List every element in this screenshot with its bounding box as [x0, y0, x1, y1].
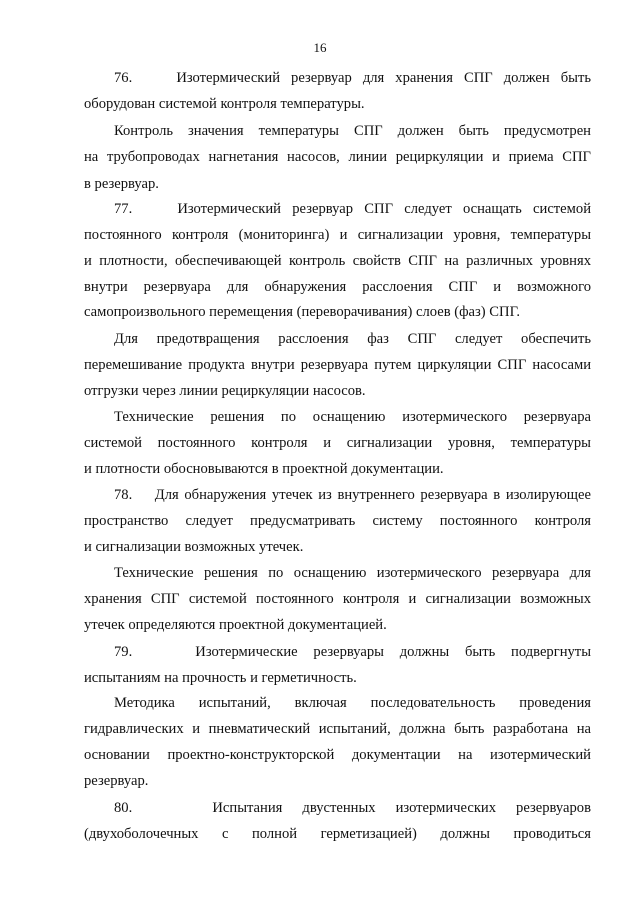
- text-line: Технические решения по оснащению изотермического резервуара: [114, 409, 591, 425]
- text-line: резервуар.: [84, 773, 149, 789]
- text-line: в резервуар.: [84, 176, 159, 192]
- text-line: и сигнализации возможных утечек.: [84, 539, 304, 555]
- text-line: Контроль значения температуры СПГ должен быть предусмотрен: [114, 123, 591, 139]
- text-line: хранения СПГ системой постоянного контроля и сигнализации возможных: [84, 591, 591, 607]
- text-line: перемешивание продукта внутри резервуара путем циркуляции СПГ насосами: [84, 357, 591, 373]
- page-number: 16: [313, 40, 327, 55]
- text-line: системой постоянного контроля и сигнализации уровня, температуры: [84, 435, 591, 451]
- text-line: 80. Испытания двустенных изотермических резервуаров: [114, 800, 591, 816]
- text-line: пространство следует предусматривать систему постоянного контроля: [84, 513, 591, 529]
- text-line: и плотности, обеспечивающей контроль свойств СПГ на различных уровнях: [84, 253, 591, 269]
- text-line: Технические решения по оснащению изотермического резервуара для: [114, 565, 591, 581]
- text-line: утечек определяются проектной документацией.: [84, 617, 387, 633]
- text-line: внутри резервуара для обнаружения расслоения СПГ и возможного: [84, 279, 591, 295]
- text-line: постоянного контроля (мониторинга) и сигнализации уровня, температуры: [84, 227, 591, 243]
- text-line: (двухоболочечных с полной герметизацией) должны проводиться: [84, 826, 591, 842]
- text-line: 78. Для обнаружения утечек из внутреннего резервуара в изолирующее: [114, 487, 591, 503]
- text-line: 77. Изотермический резервуар СПГ следует оснащать системой: [114, 201, 591, 217]
- text-line: Для предотвращения расслоения фаз СПГ следует обеспечить: [114, 331, 591, 347]
- text-line: отгрузки через линии рециркуляции насосов.: [84, 383, 366, 399]
- text-line: самопроизвольного перемещения (переворачивания) слоев (фаз) СПГ.: [84, 304, 521, 320]
- text-line: 79. Изотермические резервуары должны быть подвергнуты: [114, 644, 591, 660]
- text-line: оборудован системой контроля температуры.: [84, 96, 365, 112]
- text-line: гидравлических и пневматический испытаний, должна быть разработана на: [84, 721, 591, 737]
- text-line: 76. Изотермический резервуар для хранения СПГ должен быть: [114, 70, 591, 86]
- text-line: основании проектно-конструкторской документации на изотермический: [84, 747, 591, 763]
- text-line: Методика испытаний, включая последовательность проведения: [114, 695, 591, 711]
- text-line: и плотности обосновываются в проектной документации.: [84, 461, 444, 477]
- text-line: на трубопроводах нагнетания насосов, линии рециркуляции и приема СПГ: [84, 149, 591, 165]
- text-line: испытаниям на прочность и герметичность.: [84, 670, 357, 686]
